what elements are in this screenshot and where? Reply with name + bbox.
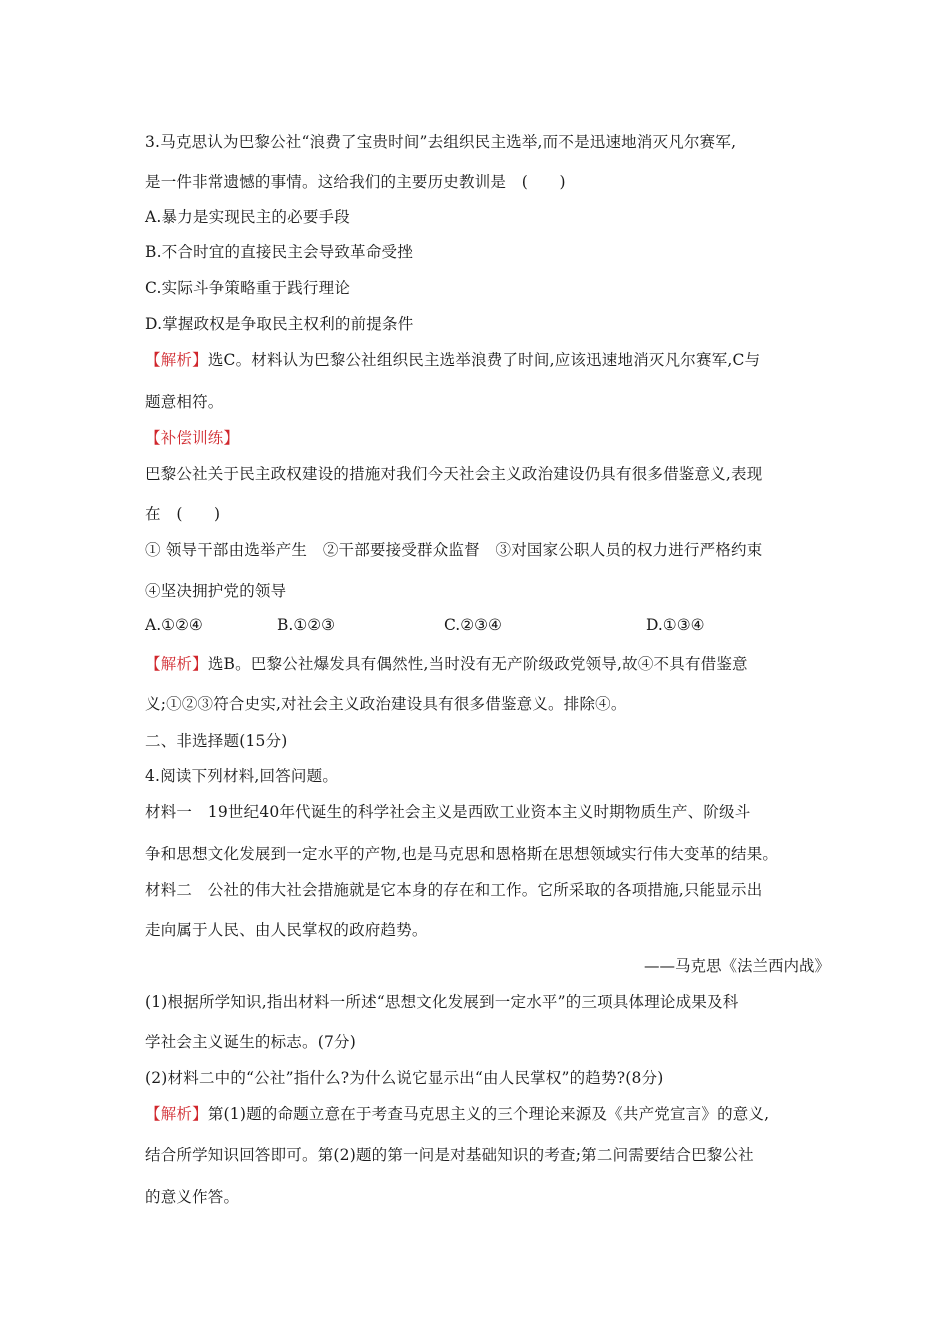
q4-sub1-line1: (1)根据所学知识,指出材料一所述“思想文化发展到一定水平”的三项具体理论成果及科 — [145, 993, 739, 1011]
q4-analysis-line1 — [145, 1102, 769, 1124]
supplement-items-line1: ① 领导干部由选举产生 ②干部要接受群众监督 ③对国家公职人员的权力进行严格约束 — [145, 541, 763, 559]
q3-stem-line1: 3.马克思认为巴黎公社“浪费了宝贵时间”去组织民主选举,而不是迅速地消灭凡尔赛军, — [145, 133, 737, 151]
analysis-tag: 【解析】 — [145, 1105, 208, 1123]
supplement-stem-line1: 巴黎公社关于民主政权建设的措施对我们今天社会主义政治建设仍具有很多借鉴意义,表现 — [145, 465, 763, 483]
supplement-analysis-line1 — [145, 652, 748, 674]
q3-stem-line2: 是一件非常遗憾的事情。这给我们的主要历史教训是 ( ) — [145, 173, 566, 191]
q3-analysis-line2: 题意相符。 — [145, 393, 224, 411]
material1-line2: 争和思想文化发展到一定水平的产物,也是马克思和恩格斯在思想领域实行伟大变革的结果。 — [145, 845, 779, 863]
supplement-option-d: D.①③④ — [646, 616, 705, 634]
q3-option-d: D.掌握政权是争取民主权利的前提条件 — [145, 315, 414, 333]
material1-line1: 材料一 19世纪40年代诞生的科学社会主义是西欧工业资本主义时期物质生产、阶级斗 — [145, 803, 751, 821]
analysis-tag: 【解析】 — [145, 655, 208, 673]
material2-line2: 走向属于人民、由人民掌权的政府趋势。 — [145, 921, 428, 939]
q4-analysis-line3: 的意义作答。 — [145, 1188, 240, 1206]
q3-analysis-line1 — [145, 348, 760, 370]
q3-option-b: B.不合时宜的直接民主会导致革命受挫 — [145, 243, 413, 261]
q3-option-c: C.实际斗争策略重于践行理论 — [145, 279, 351, 297]
supplement-stem-line2: 在 ( ) — [145, 505, 221, 523]
q4-sub2-line1: (2)材料二中的“公社”指什么?为什么说它显示出“由人民掌权”的趋势?(8分) — [145, 1069, 664, 1087]
supplement-option-b: B.①②③ — [277, 616, 336, 634]
supplement-option-c: C.②③④ — [444, 616, 502, 634]
analysis-tag: 【解析】 — [145, 351, 208, 369]
supplement-analysis-line2: 义;①②③符合史实,对社会主义政治建设具有很多借鉴意义。排除④。 — [145, 695, 627, 713]
analysis-text: 选C。材料认为巴黎公社组织民主选举浪费了时间,应该迅速地消灭凡尔赛军,C与 — [207, 351, 761, 369]
supplement-option-a: A.①②④ — [145, 616, 203, 634]
supplement-tag: 【补偿训练】 — [145, 429, 240, 447]
analysis-text: 选B。巴黎公社爆发具有偶然性,当时没有无产阶级政党领导,故④不具有借鉴意 — [207, 655, 748, 673]
analysis-text: 第(1)题的命题立意在于考查马克思主义的三个理论来源及《共产党宣言》的意义, — [207, 1105, 770, 1123]
q3-option-a: A.暴力是实现民主的必要手段 — [145, 208, 350, 226]
q4-intro: 4.阅读下列材料,回答问题。 — [145, 767, 339, 785]
material2-line1: 材料二 公社的伟大社会措施就是它本身的存在和工作。它所采取的各项措施,只能显示出 — [145, 881, 763, 899]
supplement-items-line2: ④坚决拥护党的领导 — [145, 582, 287, 600]
q4-sub1-line2: 学社会主义诞生的标志。(7分) — [145, 1033, 356, 1051]
material2-source: ——马克思《法兰西内战》 — [643, 957, 830, 975]
q4-analysis-line2: 结合所学知识回答即可。第(2)题的第一问是对基础知识的考查;第二问需要结合巴黎公社 — [145, 1146, 754, 1164]
section-heading: 二、非选择题(15分) — [145, 732, 288, 750]
